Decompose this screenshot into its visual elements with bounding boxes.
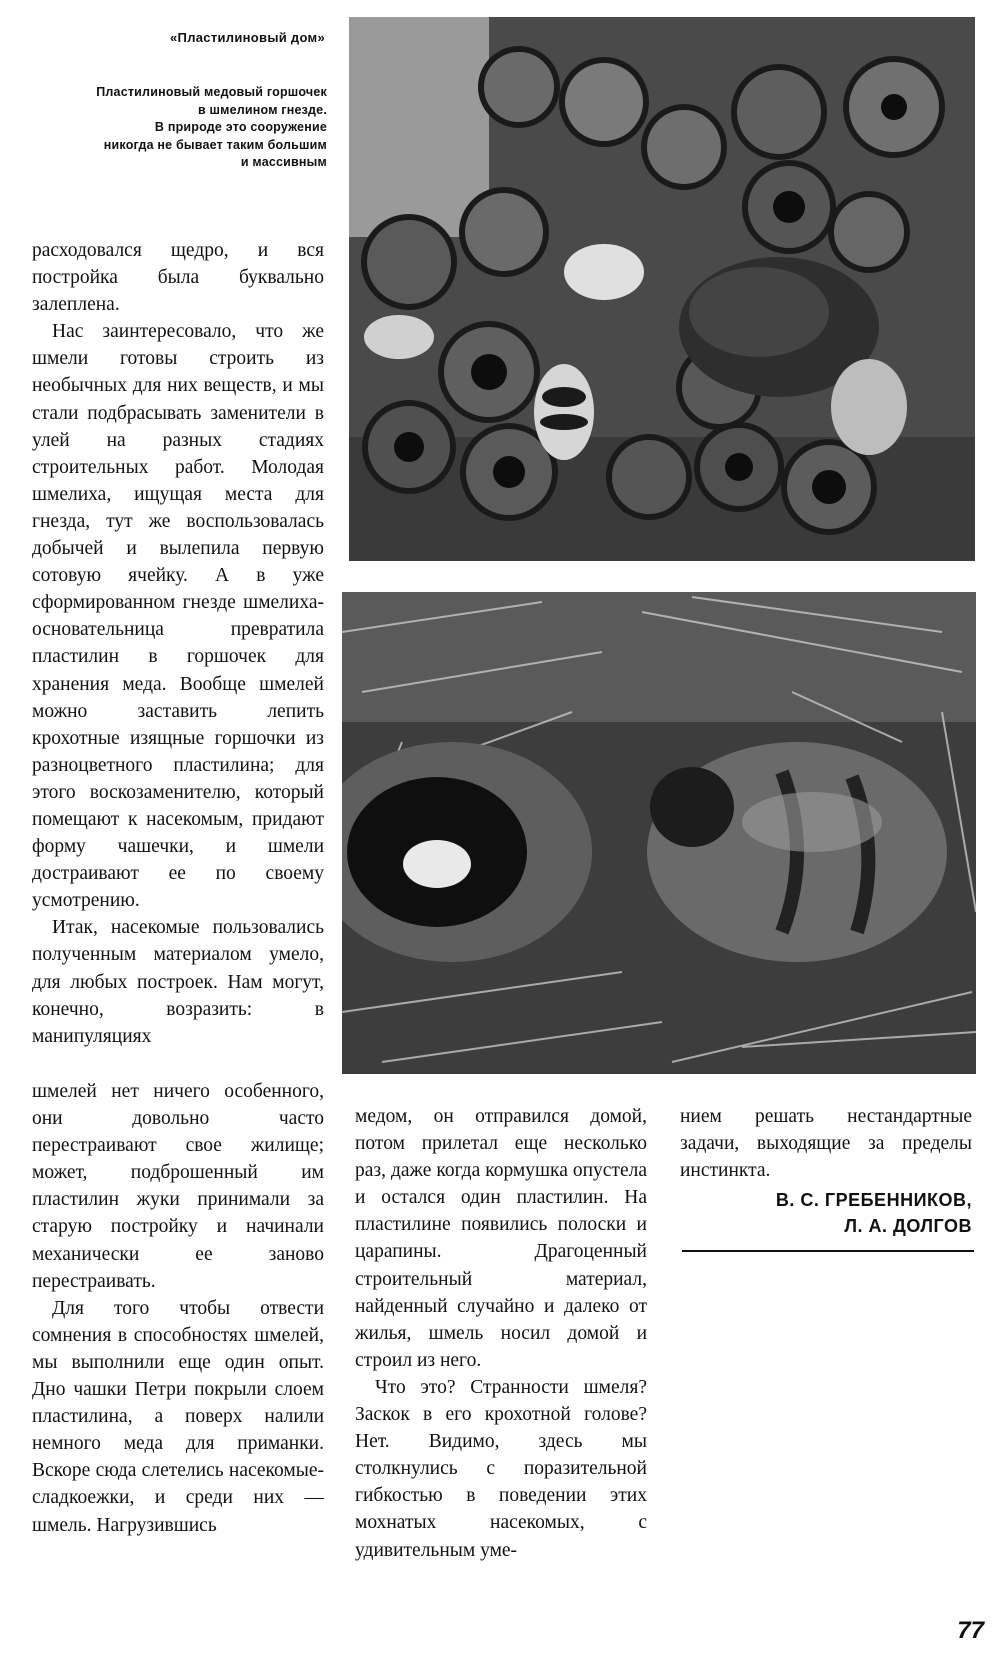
photo-caption-line: в шмелином гнезде. bbox=[197, 102, 327, 117]
author-name: В. С. ГРЕБЕННИКОВ, bbox=[775, 1190, 972, 1210]
article-column-1 bbox=[32, 237, 324, 1050]
article-paragraph: Итак, насекомые пользовались полученным материалом умело, для любых построек. Нам могут, конечно, возразить: в манипуляциях bbox=[32, 917, 324, 1047]
photo-bumblebee-nest bbox=[342, 592, 976, 1074]
photo-caption-line: никогда не бывает таким большим bbox=[103, 137, 327, 152]
article-paragraph: Нас заинтересовало, что же шмели готовы строить из необычных для них веществ, и мы стали подбрасывать заменители в улей на разных стадиях строительных работ. Молодая шмелиха, ищущая места для гнезда, тут же воспользовалась добычей и вылепила первую сотовую ячейку. А в уже сформированном гнезде шмелиха-основательница превратила пластилин в горшочек для хранения меда. Вообще шмелей можно заставить лепить крохотные изящные горшочки из разноцветного пластилина; для этого воскозаменителю, который помещают к насекомым, придают форму чашечки, и шмели достраивают ее по своему усмотрению. bbox=[32, 321, 324, 912]
article-authors bbox=[680, 1187, 972, 1239]
photo-caption-line: Пластилиновый медовый горшочек bbox=[96, 85, 327, 99]
article-paragraph: шмелей нет ничего особенного, они довольно часто перестраивают свое жилище; может, подброшенный им пластилин жуки принимали за старую постройку и начинали механически ее заново перестраивать. bbox=[32, 1081, 324, 1292]
photo-caption-line: и массивным bbox=[240, 155, 327, 169]
article-paragraph: нием решать нестандартные задачи, выходящие за пределы инстинкта. bbox=[680, 1106, 972, 1182]
article-paragraph: медом, он отправился домой, потом прилетал еще несколько раз, даже когда кормушка опустела и остался один пластилин. На пластилине появились полоски и царапины. Драгоценный строительный материал, найденный случайно и далеко от жилья, шмель носил домой и строил из него. bbox=[355, 1106, 647, 1371]
closing-rule bbox=[682, 1250, 974, 1252]
article-paragraph: Для того чтобы отвести сомнения в способностях шмелей, мы выполнили еще один опыт. Дно чашки Петри покрыли слоем пластилина, а поверх налили немного меда для приманки. Вскоре сюда слетелись насекомые-сладкоежки, и среди них — шмель. Нагрузившись bbox=[32, 1297, 324, 1536]
bumblebee-nest-photo-graphic bbox=[342, 592, 976, 1074]
honeycomb-photo-graphic bbox=[349, 17, 975, 561]
photo-caption-title: «Пластилиновый дом» bbox=[170, 30, 325, 45]
article-paragraph: Что это? Странности шмеля? Заскок в его крохотной голове? Нет. Видимо, здесь мы столкнулись с поразительной гибкостью в поведении этих мохнатых насекомых, с удивительным уме- bbox=[355, 1376, 647, 1561]
article-paragraph: расходовался щедро, и вся постройка была буквально залеплена. bbox=[32, 240, 324, 316]
article-column-1-lower bbox=[32, 1078, 324, 1539]
article-column-3 bbox=[680, 1103, 972, 1184]
photo-caption-line: В природе это сооружение bbox=[154, 120, 327, 134]
article-column-2 bbox=[355, 1103, 647, 1564]
photo-plasticine-honey-pot bbox=[349, 17, 975, 561]
author-name: Л. А. ДОЛГОВ bbox=[844, 1216, 972, 1236]
page-number: 77 bbox=[957, 1617, 984, 1644]
photo-caption bbox=[20, 84, 327, 172]
